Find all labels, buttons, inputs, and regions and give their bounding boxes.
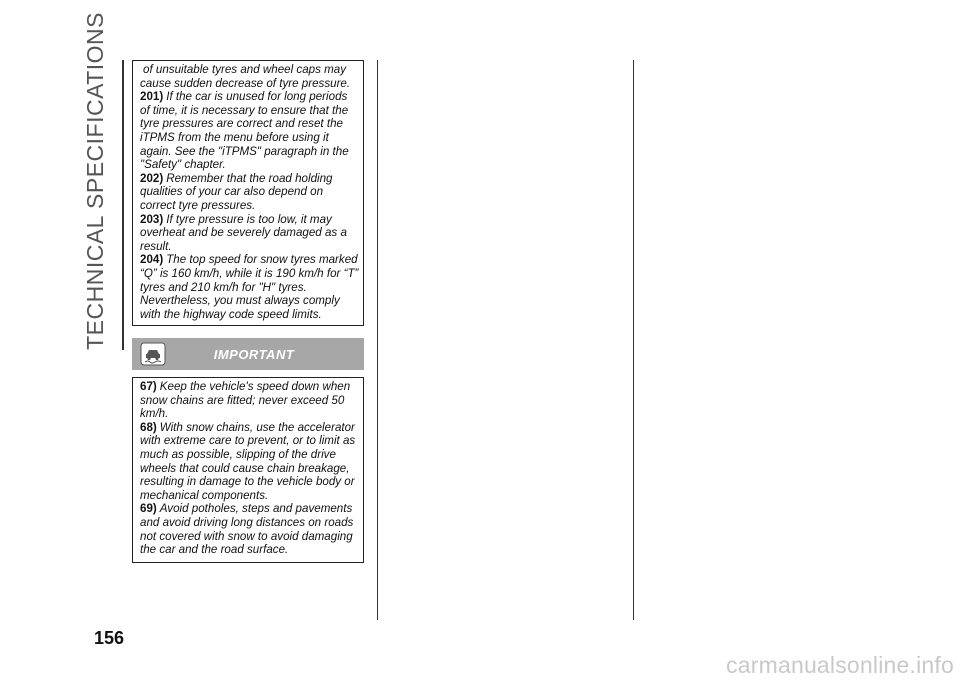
- important-banner: [132, 338, 364, 370]
- car-skid-icon: [132, 338, 174, 370]
- section-title-text: TECHNICAL SPECIFICATIONS: [82, 12, 108, 350]
- note-paragraph: 204) The top speed for snow tyres marked “Q” is 160 km/h, while it is 190 km/h for “T” tyres and 210 km/h for "H" tyres. Nevertheless, you must always comply with the highway code speed limits.: [140, 253, 359, 321]
- column-divider-2: [633, 60, 634, 620]
- important-paragraph: 69) Avoid potholes, steps and pavements and avoid driving long distances on roads not covered with snow to avoid damaging the car and the road surface.: [140, 502, 354, 557]
- important-paragraph: 68) With snow chains, use the accelerator with extreme care to prevent, or to limit as much as possible, slipping of the drive wheels that could cause chain breakage, resulting in damage to the vehicle body or mechanical components.: [140, 420, 356, 502]
- note-paragraph: 202) Remember that the road holding qualities of your car also depend on correct tyre pressures.: [140, 171, 333, 212]
- note-paragraph: 203) If tyre pressure is too low, it may overheat and be severely damaged as a result.: [140, 212, 347, 253]
- section-title: [82, 12, 122, 350]
- note-paragraph: of unsuitable tyres and wheel caps may cause sudden decrease of tyre pressure.: [140, 63, 351, 90]
- important-title: IMPORTANT: [213, 346, 295, 362]
- important-box: [132, 377, 364, 563]
- notes-box: [132, 60, 364, 326]
- note-paragraph: 201) If the car is unused for long periods of time, it is necessary to ensure that the tyre pressures are correct and reset the iTPMS from the menu before using it again. See the "iTPMS" paragraph in the "Safety" chapter.: [140, 90, 349, 172]
- watermark: carmanualsonline.info: [726, 652, 954, 678]
- important-paragraph: 67) Keep the vehicle's speed down when snow chains are fitted; never exceed 50 km/h.: [140, 380, 351, 421]
- column-divider-1: [377, 60, 378, 620]
- page-number: 156: [94, 628, 125, 648]
- title-rule: [122, 60, 124, 350]
